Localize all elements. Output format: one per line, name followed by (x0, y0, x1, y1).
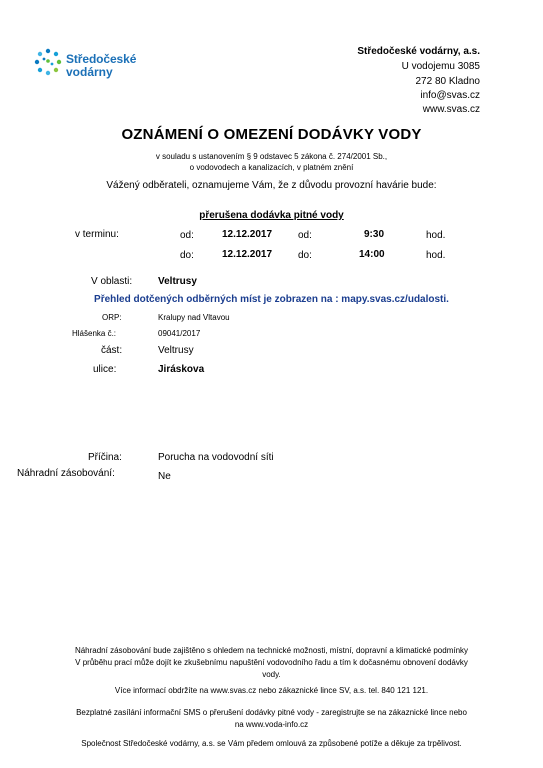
company-web: www.svas.cz (422, 104, 480, 115)
supply-value: Ne (158, 471, 171, 482)
report-label: Hlášenka č.: (72, 329, 117, 338)
street-value: Jiráskova (158, 364, 205, 375)
legal-line-2: o vodovodech a kanalizacích, v platném znění (189, 163, 354, 172)
area-label: V oblasti: (91, 276, 133, 287)
term-to-label: do: (180, 250, 194, 261)
footer-line-6: na www.voda-info.cz (234, 720, 309, 729)
term-from-label: od: (180, 230, 194, 241)
company-name: Středočeské vodárny, a.s. (357, 46, 480, 57)
cause-label: Příčina: (88, 452, 122, 463)
part-label: část: (101, 345, 123, 356)
company-street: U vodojemu 3085 (401, 61, 480, 72)
map-info-text: Přehled dotčených odběrných míst je zobrazen na : mapy.svas.cz/udalosti. (94, 294, 449, 305)
footer-line-2: V průběhu prací může dojít ke zkušebnímu napuštění vodovodního řadu a tím k dočasnému obnovení dodávky (75, 658, 468, 667)
term-to-time-label: do: (298, 250, 312, 261)
footer-line-5: Bezplatné zasílání informační SMS o přerušení dodávky pitné vody - zaregistrujte se na zákaznické lince nebo (76, 708, 467, 717)
company-email: info@svas.cz (420, 90, 480, 101)
report-value: 09041/2017 (158, 329, 201, 338)
notice-type: přerušena dodávka pitné vody (199, 210, 344, 221)
term-from-unit: hod. (426, 230, 446, 241)
part-value: Veltrusy (158, 345, 194, 356)
term-label: v terminu: (75, 229, 119, 240)
orp-label: ORP: (102, 313, 122, 322)
notice-title: OZNÁMENÍ O OMEZENÍ DODÁVKY VODY (121, 126, 422, 143)
legal-line-1: v souladu s ustanovením § 9 odstavec 5 zákona č. 274/2001 Sb., (155, 152, 388, 161)
area-value: Veltrusy (158, 276, 197, 287)
term-from-time-label: od: (298, 230, 312, 241)
logo-text-line2: vodárny (66, 65, 113, 79)
footer-line-3: vody. (262, 670, 281, 679)
term-to-time: 14:00 (359, 249, 385, 260)
footer-line-4: Více informací obdržíte na www.svas.cz nebo zákaznické lince SV, a.s. tel. 840 121 121. (114, 686, 429, 695)
term-to-date: 12.12.2017 (222, 249, 273, 260)
term-to-unit: hod. (426, 250, 446, 261)
logo-text-line1: Středočeské (66, 52, 137, 66)
street-label: ulice: (93, 364, 117, 375)
cause-value: Porucha na vodovodní síti (158, 452, 274, 463)
company-logo (32, 47, 142, 89)
supply-label: Náhradní zásobování: (17, 468, 115, 479)
logo-dots-icon (32, 47, 64, 79)
footer-line-1: Náhradní zásobování bude zajištěno s ohledem na technické možnosti, místní, dopravní a klimatické podmínky (74, 646, 469, 655)
greeting-text: Vážený odběrateli, oznamujeme Vám, že z důvodu provozní havárie bude: (106, 180, 437, 191)
company-city: 272 80 Kladno (415, 76, 480, 87)
term-from-time: 9:30 (364, 229, 385, 240)
orp-value: Kralupy nad Vltavou (158, 313, 230, 322)
footer-line-7: Společnost Středočeské vodárny, a.s. se Vám předem omlouvá za způsobené potíže a děkuje za trpělivost. (81, 739, 462, 748)
term-from-date: 12.12.2017 (222, 229, 273, 240)
